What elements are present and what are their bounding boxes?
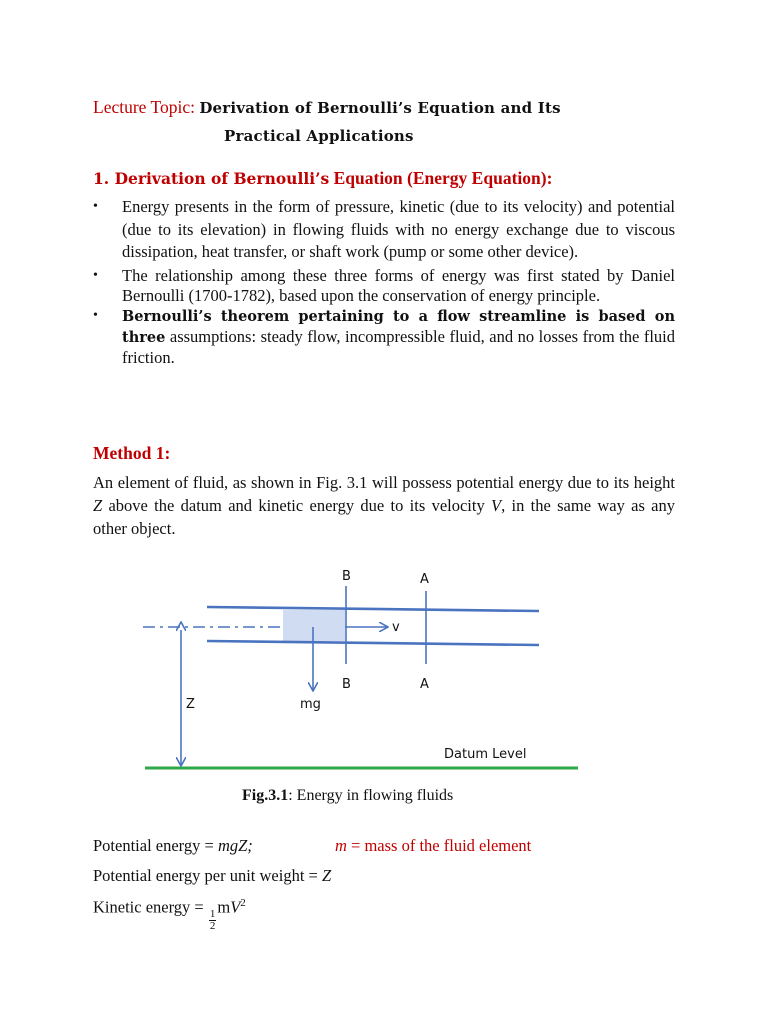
pipe-top-wall — [207, 607, 539, 611]
fluid-element-diagram — [0, 555, 768, 785]
bullet-item — [93, 306, 675, 368]
lecture-title-line2: Practical Applications — [224, 127, 414, 145]
label-a-bottom: A — [420, 677, 429, 692]
height-label: Z — [186, 697, 195, 712]
pe-value: mgZ; — [217, 836, 253, 855]
var-z: Z — [93, 496, 103, 515]
bullet-item: • Energy presents in the form of pressure, kinetic (due to its velocity) and potential (due to its elevation) in flowing fluids with no energy exchange due to viscous dissipation, heat transfer, or shaft work (pump or some other device). — [93, 196, 675, 264]
lecture-topic — [93, 93, 733, 150]
potential-energy-per-weight-eq: Potential energy per unit weight = Z — [93, 866, 332, 885]
label-b-bottom: B — [342, 677, 351, 692]
bullet-bold-text: Bernoulli’s theorem pertaining to a flow streamline is based on three — [122, 307, 675, 346]
pipe-bottom-wall — [207, 641, 539, 645]
datum-label: Datum Level — [444, 747, 527, 762]
bullet-item: • The relationship among these three forms of energy was first stated by Daniel Bernoulli (1700-1782), based upon the conservation of energy principle. — [93, 266, 675, 306]
method-paragraph: An element of fluid, as shown in Fig. 3.1 will possess potential energy due to its height Z above the datum and kinetic energy due to its velocity V, in the same way as any other object. — [93, 473, 675, 538]
weight-label: mg — [300, 697, 321, 712]
figure-caption — [242, 787, 453, 805]
section-heading-rest: Equation (Energy Equation): — [333, 168, 553, 188]
lecture-title-line1: Derivation of Bernoulli’s Equation and Its — [199, 99, 561, 117]
method-heading: Method 1: — [93, 443, 171, 463]
label-b-top: B — [342, 569, 351, 584]
pepw-value: Z — [321, 866, 332, 885]
label-a-top: A — [420, 572, 429, 587]
bullet-rest-text: assumptions: steady flow, incompressible fluid, and no losses from the fluid friction. — [122, 326, 676, 367]
bullet-list — [93, 196, 675, 368]
lecture-topic-label: Lecture Topic: — [93, 97, 195, 117]
velocity-label: v — [392, 620, 400, 635]
fluid-element — [283, 610, 345, 641]
potential-energy-eq: Potential energy = mgZ; m = mass of the fluid element — [93, 836, 532, 855]
mass-note: m = mass of the fluid element — [335, 836, 532, 855]
kinetic-energy-eq: Kinetic energy = $\frac{1}{2}$ $mV^2$ — [93, 897, 246, 932]
var-v: V — [491, 496, 502, 515]
section-heading — [93, 168, 552, 189]
half-fraction: $\frac{1}{2}$ — [209, 907, 216, 932]
caption-label: Fig.3.1 — [242, 787, 289, 804]
section-heading-bold: 1. Derivation of Bernoulli’s — [93, 169, 330, 188]
caption-text: : Energy in flowing fluids — [288, 787, 454, 804]
